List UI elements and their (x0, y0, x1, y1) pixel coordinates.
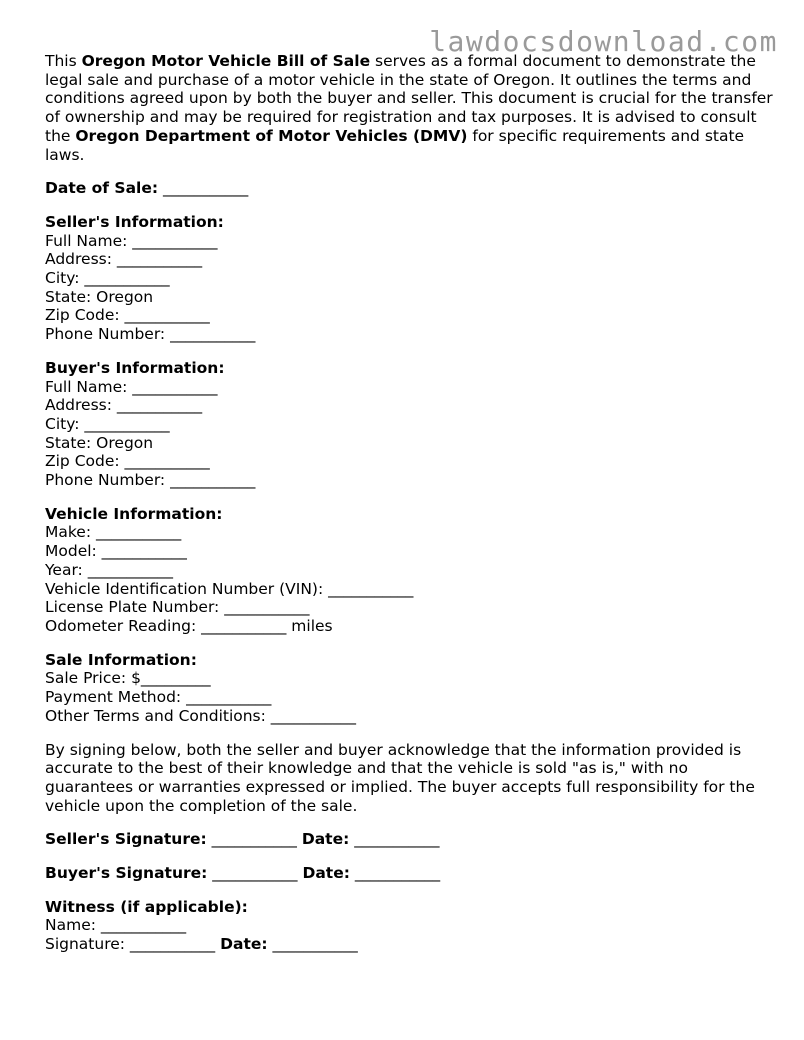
vehicle-make: Make: ___________ (45, 523, 182, 542)
buyer-zip: Zip Code: ___________ (45, 452, 210, 471)
buyer-full-name: Full Name: ___________ (45, 377, 218, 396)
vehicle-plate: License Plate Number: ___________ (45, 598, 310, 617)
document-title: Oregon Motor Vehicle Bill of Sale (81, 52, 371, 70)
seller-heading: Seller's Information: (45, 212, 224, 231)
seller-full-name: Full Name: ___________ (45, 231, 218, 250)
buyer-date-blank: ___________ (354, 864, 441, 883)
seller-date-label: Date: (301, 830, 350, 849)
seller-signature-blank: ___________ (211, 830, 297, 849)
buyer-signature-blank: ___________ (212, 864, 298, 883)
seller-phone: Phone Number: ___________ (45, 325, 256, 344)
buyer-signature-label: Buyer's Signature: (45, 864, 208, 883)
buyer-date-label: Date: (302, 864, 350, 883)
witness-section (45, 898, 775, 954)
buyer-address: Address: ___________ (45, 396, 203, 415)
buyer-phone: Phone Number: ___________ (45, 471, 256, 490)
document-body (45, 52, 775, 969)
date-of-sale-blank: ___________ (163, 179, 249, 198)
seller-city: City: ___________ (45, 269, 170, 288)
sale-heading: Sale Information: (45, 650, 197, 669)
dmv-reference: Oregon Department of Motor Vehicles (DMV) (75, 126, 468, 145)
witness-date-blank: ___________ (272, 935, 358, 954)
other-terms: Other Terms and Conditions: ___________ (45, 706, 357, 725)
sale-section (45, 651, 775, 726)
vehicle-section (45, 505, 775, 636)
acknowledgement-paragraph: By signing below, both the seller and buyer acknowledge that the information provided is accurate to the best of their knowledge and that the vehicle is sold "as is," with no guarantees or warranties expressed or implied. The buyer accepts full responsibility for the vehicle upon the completion of the sale. (45, 740, 755, 815)
intro-paragraph: This Oregon Motor Vehicle Bill of Sale serves as a formal document to demonstrate the legal sale and purchase of a motor vehicle in the state of Oregon. It outlines the terms and conditions agreed upon by both the buyer and seller. This document is crucial for the transfer of ownership and may be required for registration and tax purposes. It is advised to consult the Oregon Department of Motor Vehicles (DMV) for specific requirements and state laws. (45, 52, 773, 164)
witness-heading: Witness (if applicable): (45, 897, 248, 916)
vehicle-year: Year: ___________ (45, 560, 173, 579)
vehicle-odometer: Odometer Reading: ___________ miles (45, 616, 333, 635)
witness-name: Name: ___________ (45, 916, 187, 935)
witness-signature-label: Signature: ___________ (45, 935, 216, 954)
buyer-section (45, 359, 775, 490)
seller-zip: Zip Code: ___________ (45, 306, 210, 325)
seller-address: Address: ___________ (45, 250, 203, 269)
seller-signature-line (45, 830, 775, 849)
watermark: lawdocsdownload.com (429, 25, 778, 58)
witness-date-label: Date: (220, 935, 268, 954)
date-of-sale-label: Date of Sale: (45, 179, 159, 198)
payment-method: Payment Method: ___________ (45, 688, 272, 707)
seller-section (45, 213, 775, 344)
witness-signature-line (45, 935, 775, 954)
seller-signature-label: Seller's Signature: (45, 830, 207, 849)
vehicle-heading: Vehicle Information: (45, 504, 223, 523)
sale-price: Sale Price: $_________ (45, 669, 211, 688)
buyer-heading: Buyer's Information: (45, 358, 225, 377)
buyer-state: State: Oregon (45, 433, 154, 452)
buyer-city: City: ___________ (45, 414, 170, 433)
seller-state: State: Oregon (45, 287, 154, 306)
vehicle-vin: Vehicle Identification Number (VIN): ___________ (45, 579, 414, 598)
vehicle-model: Model: ___________ (45, 542, 187, 561)
buyer-signature-line (45, 864, 775, 883)
seller-date-blank: ___________ (354, 830, 440, 849)
date-of-sale (45, 179, 775, 198)
